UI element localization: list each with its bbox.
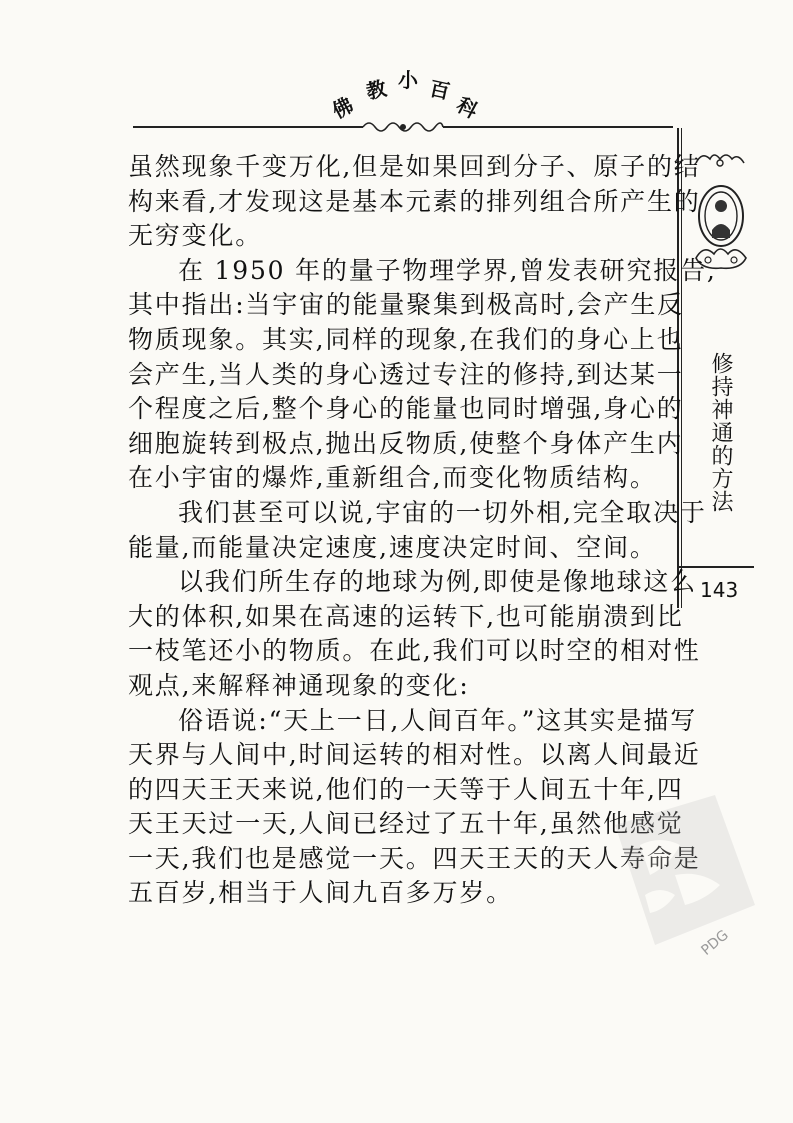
text-line: 大的体积,如果在高速的运转下,也可能崩溃到比 bbox=[128, 601, 684, 631]
text-line: 俗语说:“天上一日,人间百年。”这其实是描写 bbox=[178, 705, 698, 735]
watermark-label: PDG bbox=[698, 927, 732, 959]
text-line: 在小宇宙的爆炸,重新组合,而变化物质结构。 bbox=[128, 463, 657, 493]
page-number: 143 bbox=[700, 578, 739, 602]
watermark-stamp-icon bbox=[595, 785, 765, 955]
series-title-char: 教 bbox=[364, 76, 389, 104]
series-title-char: 科 bbox=[452, 92, 482, 124]
series-title-char: 百 bbox=[427, 76, 452, 104]
text-line: 五百岁,相当于人间九百多万岁。 bbox=[128, 878, 513, 908]
text-line: 个程度之后,整个身心的能量也同时增强,身心的 bbox=[128, 394, 684, 424]
text-line: 构来看,才发现这是基本元素的排列组合所产生的 bbox=[128, 186, 701, 216]
text-line: 天界与人间中,时间运转的相对性。以离人间最近 bbox=[128, 740, 701, 770]
text-line: 其中指出:当宇宙的能量聚集到极高时,会产生反 bbox=[128, 290, 684, 320]
section-title: 修持神通的方法 bbox=[708, 352, 733, 513]
text-line: 以我们所生存的地球为例,即使是像地球这么 bbox=[178, 567, 697, 597]
text-line: 天王天过一天,人间已经过了五十年,虽然他感觉 bbox=[128, 809, 684, 839]
text-line: 无穷变化。 bbox=[128, 221, 263, 251]
text-line: 在 1950 年的量子物理学界,曾发表研究报告, bbox=[178, 255, 717, 285]
text-line: 的四天王天来说,他们的一天等于人间五十年,四 bbox=[128, 774, 684, 804]
text-line: 观点,来解释神通现象的变化: bbox=[128, 670, 470, 700]
text-line: 一天,我们也是感觉一天。四天王天的天人寿命是 bbox=[128, 843, 701, 873]
text-line: 虽然现象千变万化,但是如果回到分子、原子的结 bbox=[128, 152, 701, 181]
text-line: 我们甚至可以说,宇宙的一切外相,完全取决于 bbox=[178, 497, 707, 527]
text-line: 细胞旋转到极点,抛出反物质,使整个身体产生内 bbox=[128, 428, 684, 458]
header-divider-ornament bbox=[133, 120, 673, 134]
text-line: 物质现象。其实,同样的现象,在我们的身心上也 bbox=[128, 324, 684, 354]
series-title bbox=[328, 68, 482, 124]
series-title-char: 小 bbox=[398, 68, 418, 92]
text-line: 能量,而能量决定速度,速度决定时间、空间。 bbox=[128, 532, 657, 562]
text-line: 会产生,当人类的身心透过专注的修持,到达某一 bbox=[128, 359, 684, 389]
series-title-char: 佛 bbox=[328, 92, 358, 124]
text-line: 一枝笔还小的物质。在此,我们可以时空的相对性 bbox=[128, 636, 701, 666]
